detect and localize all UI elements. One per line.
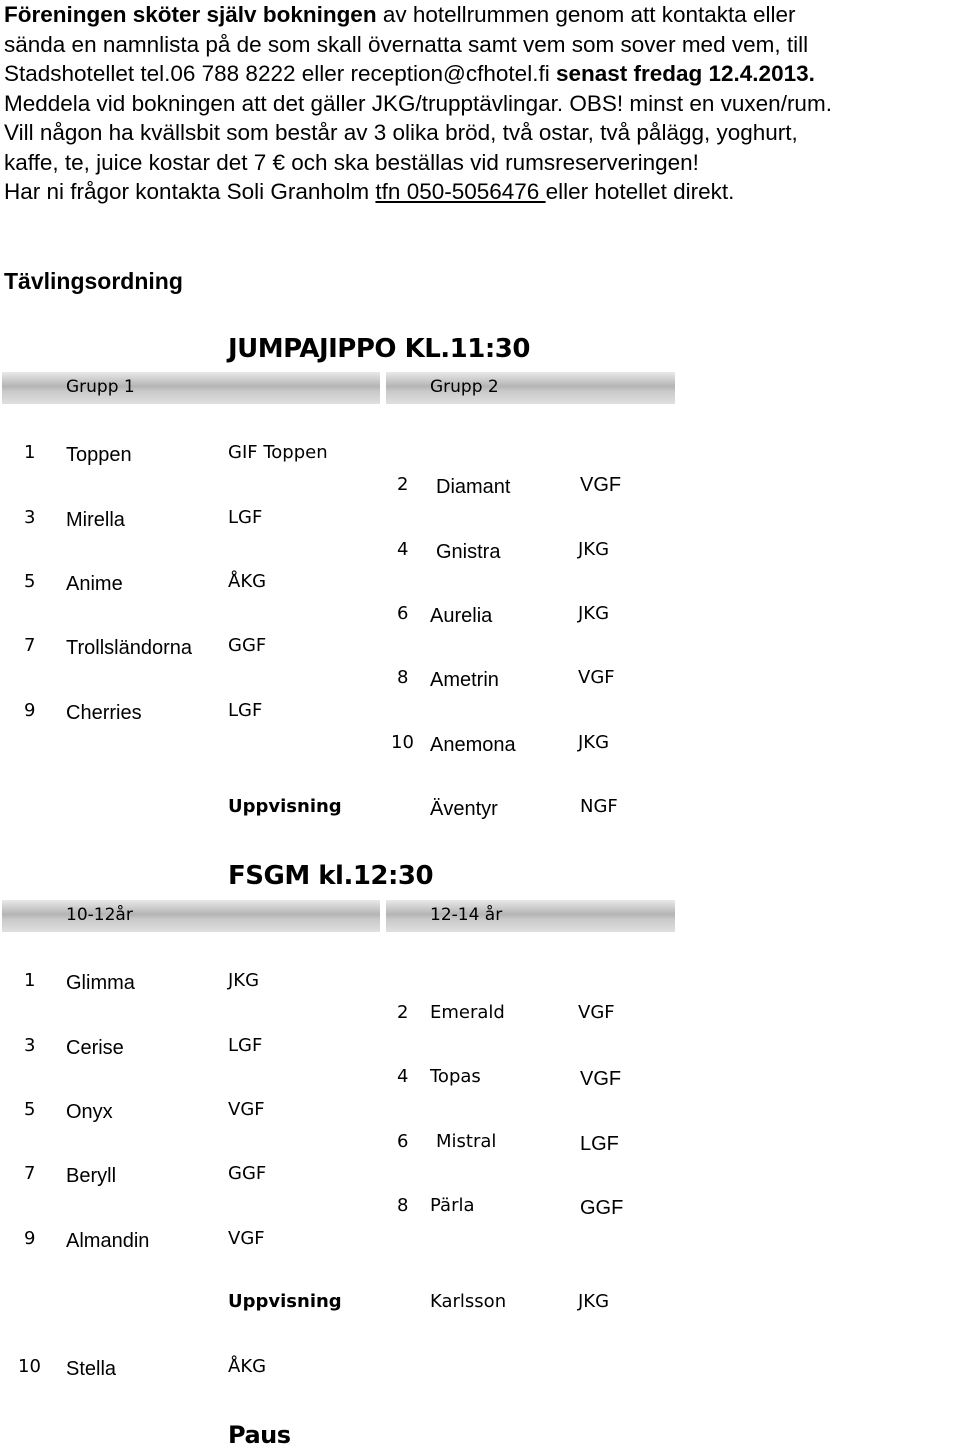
intro-paragraph <box>4 0 956 207</box>
team-name: Cherries <box>66 702 142 724</box>
team-name: Diamant <box>436 476 511 498</box>
section-title: Tävlingsordning <box>4 268 183 294</box>
team-name: Onyx <box>66 1101 113 1123</box>
team-name: Stella <box>66 1358 117 1380</box>
intro-line-7-post: eller hotellet direkt. <box>545 179 735 204</box>
team-name: Toppen <box>66 444 132 466</box>
team-name: Aurelia <box>430 605 493 627</box>
intro-line-3 <box>4 59 956 89</box>
team-name: Mirella <box>66 509 125 531</box>
entry-number: 8 <box>397 667 409 688</box>
team-name: Cerise <box>66 1037 124 1059</box>
team-name: Trollsländorna <box>66 637 192 659</box>
team-name: Emerald <box>430 1002 505 1023</box>
club-name: GGF <box>228 1163 267 1184</box>
intro-line-4: Meddela vid bokningen att det gäller JKG/trupptävlingar. OBS! minst en vuxen/rum. <box>4 90 832 116</box>
entry-number: 7 <box>24 1163 36 1184</box>
entry-number: 2 <box>397 474 409 495</box>
team-name: Glimma <box>66 972 135 994</box>
intro-line-6: kaffe, te, juice kostar det 7 € och ska beställas vid rumsreserveringen! <box>4 149 699 175</box>
intro-line-7 <box>4 177 956 207</box>
club-name: JKG <box>228 970 260 991</box>
intro-bold-lead: Föreningen sköter själv bokningen <box>4 2 377 27</box>
team-name: Pärla <box>430 1195 475 1216</box>
club-name: JKG <box>578 603 610 624</box>
entry-number: 8 <box>397 1195 409 1216</box>
show-club: NGF <box>580 796 618 817</box>
club-name: VGF <box>228 1228 265 1249</box>
intro-line-1-rest: av hotellrummen genom att kontakta eller <box>376 2 796 27</box>
intro-line-7-pre: Har ni frågor kontakta Soli Granholm <box>4 179 376 204</box>
intro-line-2: sända en namnlista på de som skall övernatta samt vem som sover med vem, till <box>4 31 809 57</box>
club-name: LGF <box>228 1035 263 1056</box>
entry-number: 4 <box>397 1066 409 1087</box>
club-name: GGF <box>580 1197 624 1219</box>
entry-number: 10 <box>391 732 414 753</box>
show-label: Uppvisning <box>228 1291 342 1312</box>
show-club: JKG <box>578 1291 610 1312</box>
team-name: Ametrin <box>430 669 499 691</box>
club-name: LGF <box>580 1133 619 1155</box>
entry-number: 4 <box>397 539 409 560</box>
team-name: Almandin <box>66 1230 150 1252</box>
entry-number: 6 <box>397 603 409 624</box>
entry-number: 6 <box>397 1131 409 1152</box>
team-name: Anime <box>66 573 123 595</box>
team-name: Beryll <box>66 1165 117 1187</box>
block1-group-right: Grupp 2 <box>430 377 499 397</box>
intro-line-3-pre: Stadshotellet tel.06 788 8222 eller reception@cfhotel.fi <box>4 61 556 86</box>
club-name: LGF <box>228 700 263 721</box>
block1-group-bar <box>2 372 675 404</box>
pause-label: Paus <box>228 1421 291 1449</box>
club-name: ÅKG <box>228 1356 267 1377</box>
entry-number: 9 <box>24 1228 36 1249</box>
club-name: JKG <box>578 539 610 560</box>
team-name: Gnistra <box>436 541 501 563</box>
club-name: GIF Toppen <box>228 442 328 463</box>
group-bar-divider <box>380 372 386 404</box>
team-name: Mistral <box>436 1131 497 1152</box>
entry-number: 5 <box>24 571 36 592</box>
show-name: Karlsson <box>430 1291 507 1312</box>
club-name: VGF <box>228 1099 265 1120</box>
club-name: GGF <box>228 635 267 656</box>
team-name: Anemona <box>430 734 516 756</box>
entry-number: 7 <box>24 635 36 656</box>
block2-group-right: 12-14 år <box>430 905 503 925</box>
block2-title: FSGM kl.12:30 <box>228 861 434 891</box>
entry-number: 3 <box>24 1035 36 1056</box>
show-label: Uppvisning <box>228 796 342 817</box>
entry-number: 9 <box>24 700 36 721</box>
club-name: JKG <box>578 732 610 753</box>
group-bar-divider <box>380 900 386 932</box>
contact-phone: tfn 050-5056476 <box>375 179 546 204</box>
entry-number: 5 <box>24 1099 36 1120</box>
show-name: Äventyr <box>430 798 498 820</box>
block2-group-left: 10-12år <box>66 905 133 925</box>
team-name: Topas <box>430 1066 481 1087</box>
club-name: VGF <box>578 667 615 688</box>
block1-title: JUMPAJIPPO KL.11:30 <box>228 334 530 364</box>
entry-number: 3 <box>24 507 36 528</box>
club-name: VGF <box>580 1068 622 1090</box>
block1-group-left: Grupp 1 <box>66 377 135 397</box>
club-name: ÅKG <box>228 571 267 592</box>
entry-number: 1 <box>24 970 36 991</box>
intro-line-5: Vill någon ha kvällsbit som består av 3 olika bröd, två ostar, två pålägg, yoghurt, <box>4 120 798 145</box>
intro-line-1 <box>4 0 956 30</box>
entry-number: 1 <box>24 442 36 463</box>
entry-number: 10 <box>18 1356 41 1377</box>
club-name: VGF <box>578 1002 615 1023</box>
club-name: VGF <box>580 474 622 496</box>
block2-group-bar <box>2 900 675 932</box>
booking-deadline: senast fredag 12.4.2013. <box>555 61 815 86</box>
entry-number: 2 <box>397 1002 409 1023</box>
club-name: LGF <box>228 507 263 528</box>
